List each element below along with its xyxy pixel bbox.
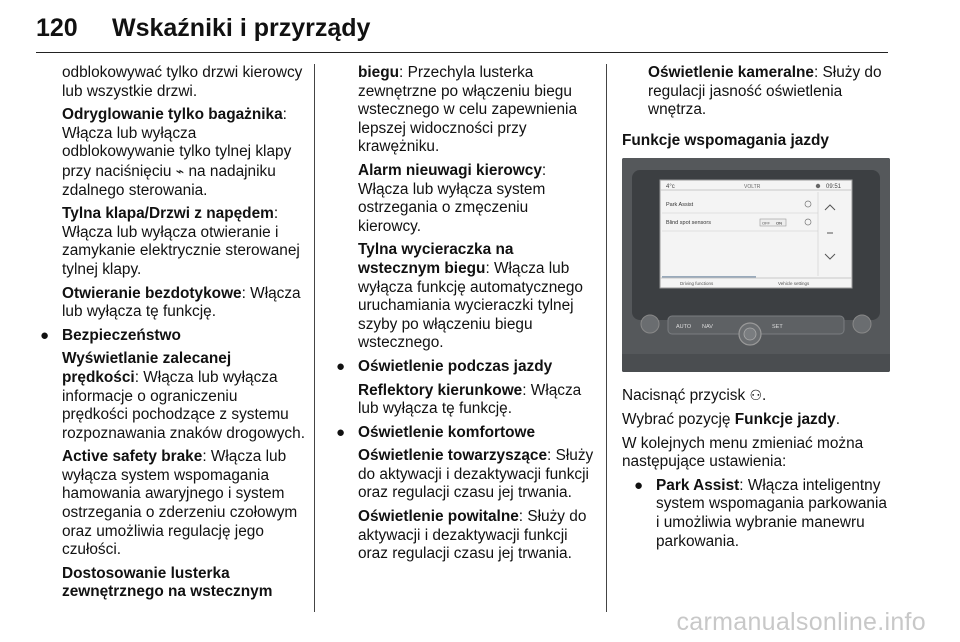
paragraph: biegu: Przechyla lusterka zewnętrzne po włączeniu biegu wstecznego w celu zapewnienia lepszej widoczności przy krawężniku.: [358, 64, 578, 156]
bullet-icon: ●: [40, 326, 50, 344]
paragraph: Wybrać pozycję Funkcje jazdy.: [622, 410, 840, 428]
header-rule: [36, 52, 888, 53]
column-divider: [606, 64, 607, 612]
paragraph: Odryglowanie tylko bagażnika: Włącza lub wyłącza odblokowywanie tylko tylnej klapy przy naciśnięciu ⌁ na nadajniku zdalnego sterowania.: [62, 106, 292, 199]
paragraph: Oświetlenie towarzyszące: Służy do aktywacji i dezaktywacji funkcji oraz regulacji czasu jej trwania.: [358, 447, 594, 502]
screen-tab-vehicle: Vehicle settings: [778, 281, 810, 287]
svg-text:OFF: OFF: [762, 220, 770, 226]
svg-text:ON: ON: [776, 220, 782, 226]
page-title: Wskaźniki i przyrządy: [112, 14, 371, 42]
screen-row-blind-spot: Blind spot sensors: [666, 220, 711, 227]
key-fob-icon: ⌁: [175, 162, 185, 179]
car-settings-icon: ⚇: [749, 387, 762, 404]
section-heading: Funkcje wspomagania jazdy: [622, 131, 829, 149]
paragraph: odblokowywać tylko drzwi kierowcy lub wszystkie drzwi.: [62, 64, 303, 100]
infotainment-illustration: [622, 158, 890, 372]
screen-row-park-assist: Park Assist: [666, 202, 694, 209]
button-set: SET: [772, 324, 783, 331]
infotainment-screen-image: [622, 158, 890, 372]
paragraph: Tylna klapa/Drzwi z napędem: Włącza lub wyłącza otwieranie i zamykanie elektrycznie sterowanej tylnej klapy.: [62, 205, 300, 278]
screen-radio: VOLTR: [744, 184, 761, 191]
column-divider: [314, 64, 315, 612]
list-item: ● Park Assist: Włącza inteligentny system wspomagania parkowania i umożliwia wybranie manewru parkowania.: [634, 476, 887, 550]
screen-tab-driving: Driving functions: [680, 281, 714, 287]
page-header: [0, 0, 960, 58]
column-3: [622, 64, 890, 556]
paragraph: Dostosowanie lusterka zewnętrznego na wstecznym: [62, 564, 273, 601]
column-2: [332, 64, 594, 569]
button-nav: NAV: [702, 324, 713, 331]
button-auto: AUTO: [676, 324, 692, 331]
gear-icon: [816, 184, 820, 188]
paragraph: Alarm nieuwagi kierowcy: Włącza lub wyłącza system ostrzegania o zmęczeniu kierowcy.: [358, 161, 547, 235]
paragraph: Nacisnąć przycisk ⚇.: [622, 387, 767, 405]
paragraph: Reflektory kierunkowe: Włącza lub wyłącza tę funkcję.: [358, 381, 582, 418]
bullet-icon: ●: [634, 476, 644, 494]
paragraph: Oświetlenie kameralne: Służy do regulacji jasność oświetlenia wnętrza.: [648, 64, 882, 119]
paragraph: Wyświetlanie zalecanej prędkości: Włącza lub wyłącza informacje o ograniczeniu prędkości pochodzące z systemu rozpoznawania znaków drogowych.: [62, 350, 305, 442]
watermark: carmanualsonline.info: [676, 608, 926, 636]
screen-time: 09:51: [826, 184, 842, 191]
page-number: 120: [36, 14, 78, 42]
bullet-icon: ●: [336, 357, 346, 375]
paragraph: W kolejnych menu zmieniać można następujące ustawienia:: [622, 434, 864, 471]
bullet-icon: ●: [336, 423, 346, 441]
list-item: ● Bezpieczeństwo: [40, 326, 181, 344]
screen-temp: 4°c: [666, 184, 675, 191]
paragraph: Otwieranie bezdotykowe: Włącza lub wyłącza tę funkcję.: [62, 284, 301, 321]
paragraph: Tylna wycieraczka na wstecznym biegu: Włącza lub wyłącza funkcję automatycznego uruchamiania wycieraczki tylnej szyby po włączeniu biegu wstecznego.: [358, 241, 583, 352]
list-item: ● Oświetlenie podczas jazdy: [336, 357, 553, 375]
paragraph: Oświetlenie powitalne: Służy do aktywacji i dezaktywacji funkcji oraz regulacji czasu jej trwania.: [358, 508, 587, 563]
column-1: [36, 64, 306, 607]
paragraph: Active safety brake: Włącza lub wyłącza system wspomagania hamowania awaryjnego i system ostrzegania o zderzeniu czołowym oraz umożliwia regulację jego czułości.: [62, 448, 298, 559]
list-item: ● Oświetlenie komfortowe: [336, 423, 536, 441]
